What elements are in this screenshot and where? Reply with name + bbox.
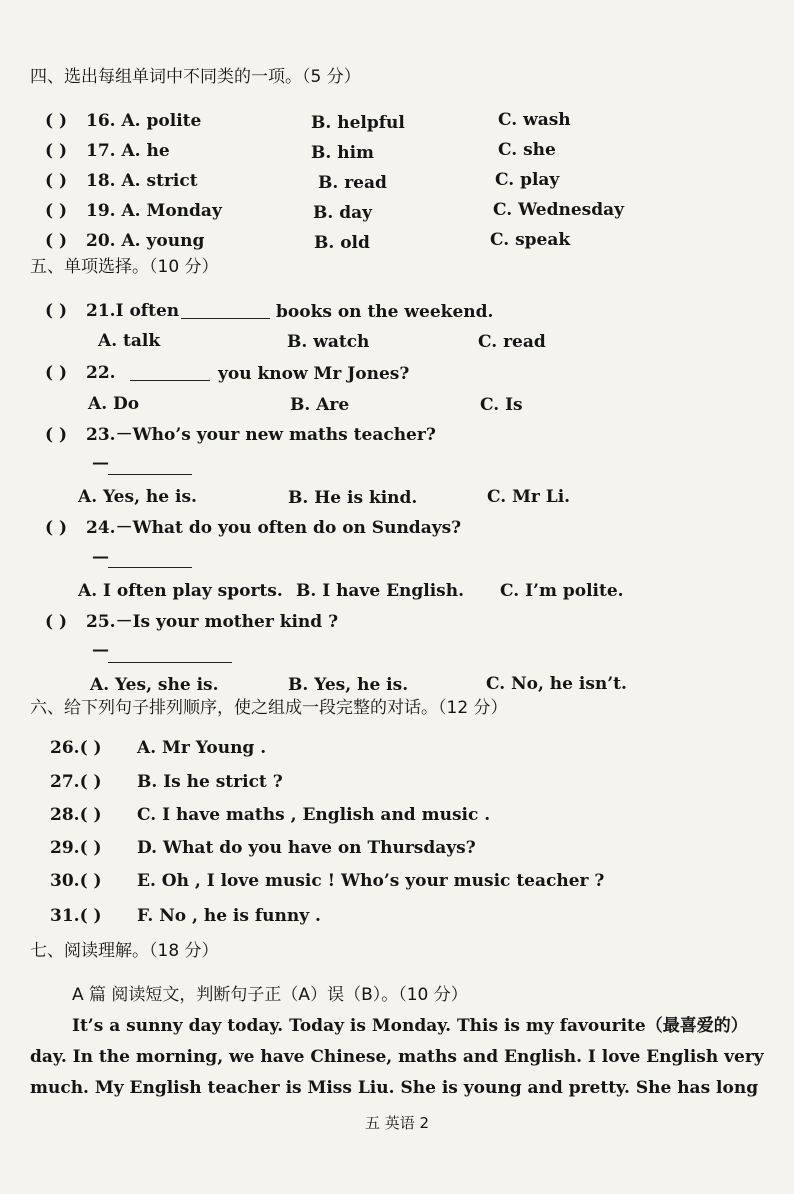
q25-option-c: C. No, he isn’t. xyxy=(486,674,627,694)
q16-option-b: B. helpful xyxy=(311,113,405,133)
section-4-heading: 四、选出每组单词中不同类的一项。（5 分） xyxy=(30,67,361,87)
passage-a-line-1: It’s a sunny day today. Today is Monday. This is my favourite（最喜爱的） xyxy=(72,1016,748,1036)
passage-a-line-2: day. In the morning, we have Chinese, maths and English. I love English very xyxy=(30,1047,764,1067)
q30-number[interactable]: 30.( ) xyxy=(50,871,102,891)
q20-paren[interactable]: ( ) xyxy=(45,231,68,251)
q22-option-c: C. Is xyxy=(480,395,523,415)
q28-number[interactable]: 28.( ) xyxy=(50,805,102,825)
q19-option-b: B. day xyxy=(313,203,372,223)
q23-question: 23.－Who’s your new maths teacher? xyxy=(86,425,436,445)
section-6-heading: 六、给下列句子排列顺序，使之组成一段完整的对话。（12 分） xyxy=(30,698,508,718)
q22-option-b: B. Are xyxy=(290,395,350,415)
passage-a-instruction: A 篇 阅读短文，判断句子正（A）误（B）。（10 分） xyxy=(72,985,468,1005)
q31-sentence: F. No , he is funny . xyxy=(137,906,321,926)
q23-answer-blank[interactable] xyxy=(108,474,192,475)
q23-option-b: B. He is kind. xyxy=(288,488,418,508)
section-7-heading: 七、阅读理解。（18 分） xyxy=(30,941,219,961)
page-footer: 五 英语 2 xyxy=(364,1114,430,1132)
q24-paren[interactable]: ( ) xyxy=(45,518,68,538)
q18-option-b: B. read xyxy=(318,173,387,193)
q25-option-a: A. Yes, she is. xyxy=(90,675,219,695)
q24-answer-blank[interactable] xyxy=(108,567,192,568)
q25-question: 25.－Is your mother kind ? xyxy=(86,612,339,632)
q16-paren[interactable]: ( ) xyxy=(45,111,68,131)
q21-stem-end: books on the weekend. xyxy=(276,302,494,322)
q22-number: 22. xyxy=(86,363,116,383)
q20-option-b: B. old xyxy=(314,233,370,253)
q31-number[interactable]: 31.( ) xyxy=(50,906,102,926)
q24-answer-dash: — xyxy=(92,547,109,567)
q17-paren[interactable]: ( ) xyxy=(45,141,68,161)
q21-option-b: B. watch xyxy=(287,332,370,352)
q22-blank[interactable] xyxy=(130,380,210,381)
q27-number[interactable]: 27.( ) xyxy=(50,772,102,792)
q24-question: 24.－What do you often do on Sundays? xyxy=(86,518,462,538)
q18-paren[interactable]: ( ) xyxy=(45,171,68,191)
q22-option-a: A. Do xyxy=(88,394,140,414)
q24-option-c: C. I’m polite. xyxy=(500,581,624,601)
passage-a-line-3: much. My English teacher is Miss Liu. She is young and pretty. She has long xyxy=(30,1078,759,1098)
q22-stem-end: you know Mr Jones? xyxy=(218,364,410,384)
q24-option-b: B. I have English. xyxy=(296,581,465,601)
q23-option-c: C. Mr Li. xyxy=(487,487,571,507)
q16-option-a: 16. A. polite xyxy=(86,111,202,131)
q20-option-c: C. speak xyxy=(490,230,571,250)
q18-option-a: 18. A. strict xyxy=(86,171,198,191)
q16-option-c: C. wash xyxy=(498,110,571,130)
q25-answer-blank[interactable] xyxy=(108,662,232,663)
q21-option-c: C. read xyxy=(478,332,546,352)
q30-sentence: E. Oh , I love music ! Who’s your music teacher ? xyxy=(137,871,605,891)
q23-answer-dash: — xyxy=(92,453,109,473)
q26-sentence: A. Mr Young . xyxy=(137,738,267,758)
q25-paren[interactable]: ( ) xyxy=(45,612,68,632)
q29-sentence: D. What do you have on Thursdays? xyxy=(137,838,476,858)
q20-option-a: 20. A. young xyxy=(86,231,205,251)
q21-option-a: A. talk xyxy=(98,331,161,351)
q29-number[interactable]: 29.( ) xyxy=(50,838,102,858)
q18-option-c: C. play xyxy=(495,170,560,190)
q21-blank[interactable] xyxy=(181,318,270,319)
q17-option-a: 17. A. he xyxy=(86,141,170,161)
q21-stem-start: 21.I often xyxy=(86,301,180,321)
q22-paren[interactable]: ( ) xyxy=(45,363,68,383)
section-5-heading: 五、单项选择。（10 分） xyxy=(30,257,219,277)
q25-answer-dash: — xyxy=(92,640,109,660)
q24-option-a: A. I often play sports. xyxy=(78,581,283,601)
q23-option-a: A. Yes, he is. xyxy=(78,487,197,507)
q28-sentence: C. I have maths , English and music . xyxy=(137,805,491,825)
q17-option-c: C. she xyxy=(498,140,556,160)
q27-sentence: B. Is he strict ? xyxy=(137,772,283,792)
q26-number[interactable]: 26.( ) xyxy=(50,738,102,758)
q19-option-c: C. Wednesday xyxy=(493,200,625,220)
q19-paren[interactable]: ( ) xyxy=(45,201,68,221)
q21-paren[interactable]: ( ) xyxy=(45,301,68,321)
q23-paren[interactable]: ( ) xyxy=(45,425,68,445)
q19-option-a: 19. A. Monday xyxy=(86,201,222,221)
q17-option-b: B. him xyxy=(311,143,375,163)
q25-option-b: B. Yes, he is. xyxy=(288,675,409,695)
